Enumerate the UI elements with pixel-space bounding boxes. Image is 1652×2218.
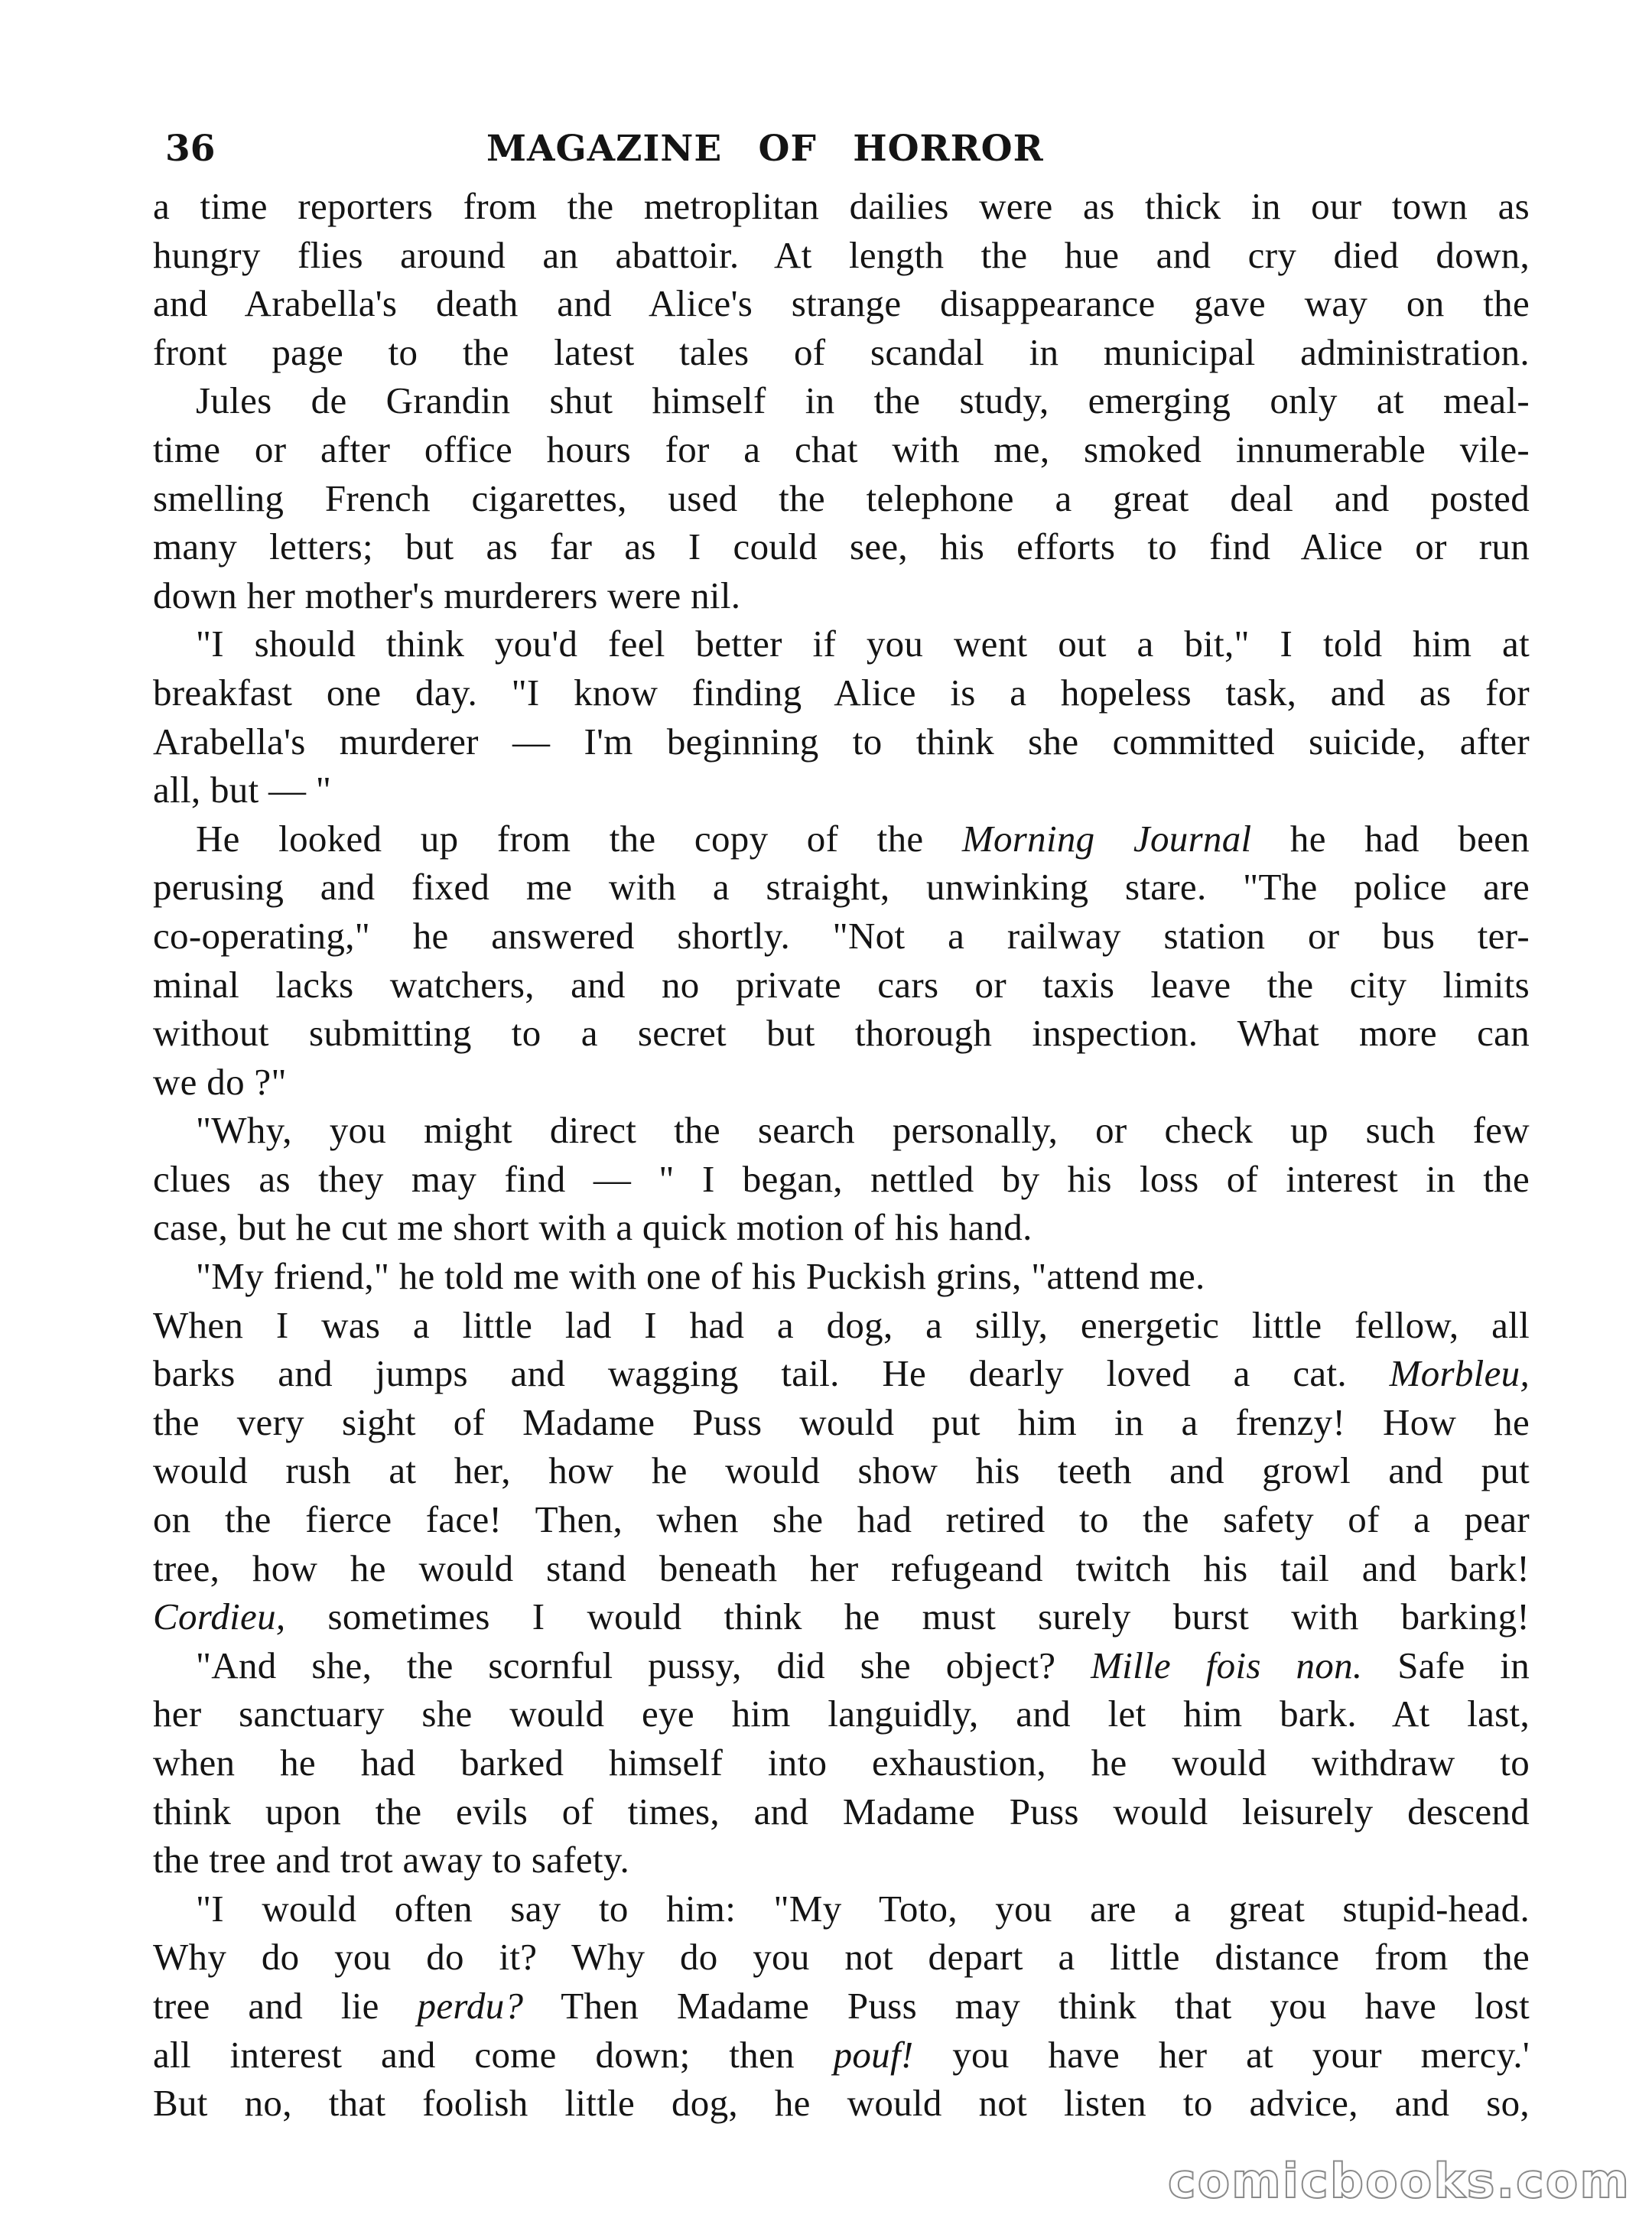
text-line: and Arabella's death and Alice's strange disappearance gave way on the [153,282,1530,325]
text-line: on the fierce face! Then, when she had retired to the safety of a pear [153,1498,1530,1541]
text-line: time or after office hours for a chat with me, smoked innumerable vile- [153,428,1530,470]
text-line: clues as they may find — " I began, nettled by his loss of interest in the [153,1157,1530,1200]
text-line: "I should think you'd feel better if you went out a bit," I told him at [196,623,1530,665]
text-line: case, but he cut me short with a quick motion of his hand. [153,1206,1032,1249]
text-line: When I was a little lad I had a dog, a silly, energetic little fellow, all [153,1303,1530,1346]
text-line: many letters; but as far as I could see, his efforts to find Alice or run [153,525,1530,568]
italic-phrase: Cordieu, [153,1595,286,1638]
text-segment: Then Madame Puss may think that you have lost [523,1984,1530,2027]
text-line: Why do you do it? Why do you not depart a little distance from the [153,1936,1530,1979]
text-line: tree, how he would stand beneath her refugeand twitch his tail and bark! [153,1546,1530,1589]
text-line: co-operating," he answered shortly. "Not a railway station or bus ter- [153,914,1530,957]
page-header [165,122,1190,176]
story-text [153,182,1530,2128]
text-segment: all interest and come down; then [153,2033,834,2076]
text-line [153,815,1530,863]
text-line: all, but — " [153,769,332,811]
text-line [153,1982,1530,2031]
text-line: But no, that foolish little dog, he would not listen to advice, and so, [153,2082,1530,2125]
watermark-logo: comicbooks.com [1167,2153,1631,2209]
text-line [153,1592,1530,1641]
text-line: minal lacks watchers, and no private cars or taxis leave the city limits [153,963,1530,1006]
text-segment: "And she, the scornful pussy, did she object? [196,1644,1091,1686]
text-segment: tree and lie [153,1984,418,2027]
running-title: MAGAZINE OF HORROR [486,128,1044,170]
text-line: "Why, you might direct the search personally, or check up such few [196,1109,1530,1152]
text-segment: barks and jumps and wagging tail. He dearly loved a cat. [153,1352,1390,1395]
text-line: "I would often say to him: "My Toto, you are a great stupid-head. [196,1887,1530,1930]
text-line: think upon the evils of times, and Madame Puss would leisurely descend [153,1790,1530,1833]
text-line: without submitting to a secret but thorough inspection. What more can [153,1012,1530,1055]
italic-phrase: Morning Journal [961,817,1252,860]
text-segment: you have her at your mercy.' [913,2033,1530,2076]
text-line: Arabella's murderer — I'm beginning to think she committed suicide, after [153,720,1530,763]
text-segment: he had been [1251,817,1530,860]
text-segment: He looked up from the copy of the [196,817,962,860]
text-line: breakfast one day. "I know finding Alice is a hopeless task, and as for [153,671,1530,714]
text-line [153,1349,1530,1398]
italic-phrase: Mille fois non. [1091,1644,1363,1686]
text-line: front page to the latest tales of scandal in municipal administration. [153,330,1530,373]
text-segment: Safe in [1362,1644,1530,1686]
italic-phrase: Morbleu, [1389,1352,1530,1395]
text-line: her sanctuary she would eye him languidly, and let him bark. At last, [153,1693,1530,1735]
text-line: we do ?" [153,1060,287,1103]
text-line: "My friend," he told me with one of his Puckish grins, "attend me. [196,1255,1205,1298]
italic-phrase: perdu? [417,1984,524,2027]
italic-phrase: pouf! [833,2033,914,2076]
text-line: a time reporters from the metroplitan dailies were as thick in our town as [153,185,1530,227]
text-line: perusing and fixed me with a straight, unwinking stare. "The police are [153,866,1530,909]
text-line: the tree and trot away to safety. [153,1839,630,1881]
text-line: the very sight of Madame Puss would put him in a frenzy! How he [153,1400,1530,1443]
text-line: Jules de Grandin shut himself in the study, emerging only at meal- [196,379,1530,422]
text-line: would rush at her, how he would show his teeth and growl and put [153,1449,1530,1492]
text-line: hungry flies around an abattoir. At length the hue and cry died down, [153,233,1530,276]
text-line [153,2031,1530,2080]
text-line [153,1641,1530,1690]
text-line: when he had barked himself into exhaustion, he would withdraw to [153,1742,1530,1784]
text-segment: sometimes I would think he must surely burst with barking! [285,1595,1530,1638]
text-line: down her mother's murderers were nil. [153,574,741,616]
text-line: smelling French cigarettes, used the telephone a great deal and posted [153,476,1530,519]
page-number: 36 [165,128,216,170]
